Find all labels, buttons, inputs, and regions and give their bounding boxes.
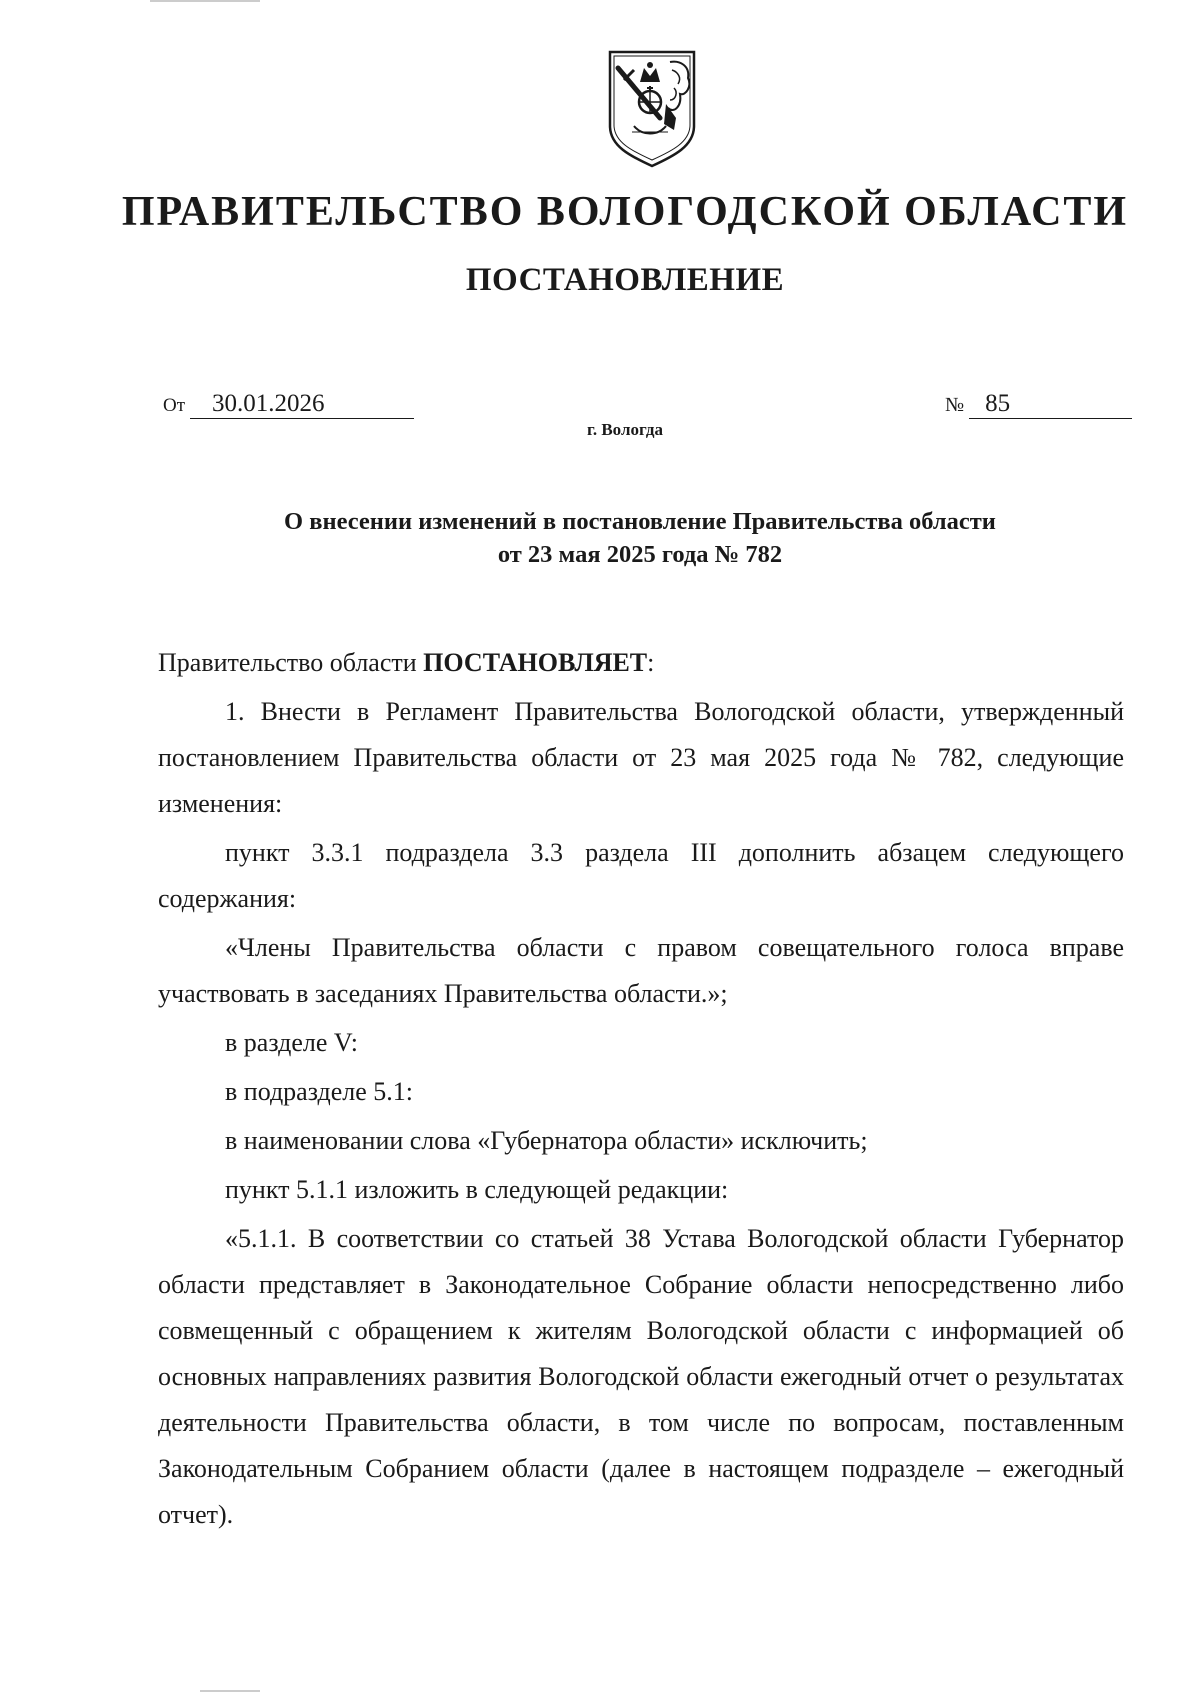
body-paragraph: в наименовании слова «Губернатора области» исключить; bbox=[225, 1126, 868, 1155]
preamble-prefix: Правительство области bbox=[158, 648, 424, 677]
body-paragraph: пункт 5.1.1 изложить в следующей редакции: bbox=[225, 1175, 729, 1204]
document-subject bbox=[160, 505, 1120, 571]
document-number-row bbox=[945, 390, 1132, 419]
scan-artifact bbox=[200, 1690, 260, 1692]
date-label: От bbox=[163, 395, 186, 416]
issue-city: г. Вологда bbox=[587, 420, 663, 439]
government-title: ПРАВИТЕЛЬСТВО ВОЛОГОДСКОЙ ОБЛАСТИ bbox=[121, 189, 1129, 235]
body-paragraph: в подразделе 5.1: bbox=[225, 1077, 414, 1106]
scan-artifact bbox=[150, 0, 260, 2]
subject-line-2: от 23 мая 2025 года № 782 bbox=[497, 541, 783, 568]
document-type-heading: ПОСТАНОВЛЕНИЕ bbox=[465, 262, 785, 298]
document-date: 30.01.2026 bbox=[190, 390, 414, 419]
subject-line-1: О внесении изменений в постановление Правительства области bbox=[284, 508, 996, 535]
document-date-row bbox=[163, 390, 414, 419]
document-number: 85 bbox=[969, 390, 1132, 419]
preamble-verb: ПОСТАНОВЛЯЕТ bbox=[423, 648, 648, 677]
document-body bbox=[158, 640, 1124, 1541]
body-paragraph: пункт 3.3.1 подраздела 3.3 раздела III дополнить абзацем следующего содержания: bbox=[158, 838, 1124, 913]
body-paragraph: в разделе V: bbox=[225, 1028, 358, 1057]
body-paragraph: «Члены Правительства области с правом совещательного голоса вправе участвовать в заседаниях Правительства области.»; bbox=[158, 933, 1124, 1008]
body-paragraph: «5.1.1. В соответствии со статьей 38 Устава Вологодской области Губернатор области представляет в Законодательное Собрание области непосредственно либо совмещенный с обращением к жителям Вологодской области с информацией об основных направлениях развития Вологодской области ежегодный отчет о результатах деятельности Правительства области, в том числе по вопросам, поставленным Законодательным Собранием области (далее в настоящем подразделе – ежегодный отчет). bbox=[158, 1224, 1124, 1529]
preamble bbox=[158, 640, 1124, 686]
preamble-suffix: : bbox=[647, 648, 655, 677]
number-label: № bbox=[945, 394, 965, 416]
vologda-coat-of-arms-icon bbox=[604, 48, 700, 168]
body-paragraph: 1. Внести в Регламент Правительства Вологодской области, утвержденный постановлением Правительства области от 23 мая 2025 года № 782, следующие изменения: bbox=[158, 697, 1124, 818]
